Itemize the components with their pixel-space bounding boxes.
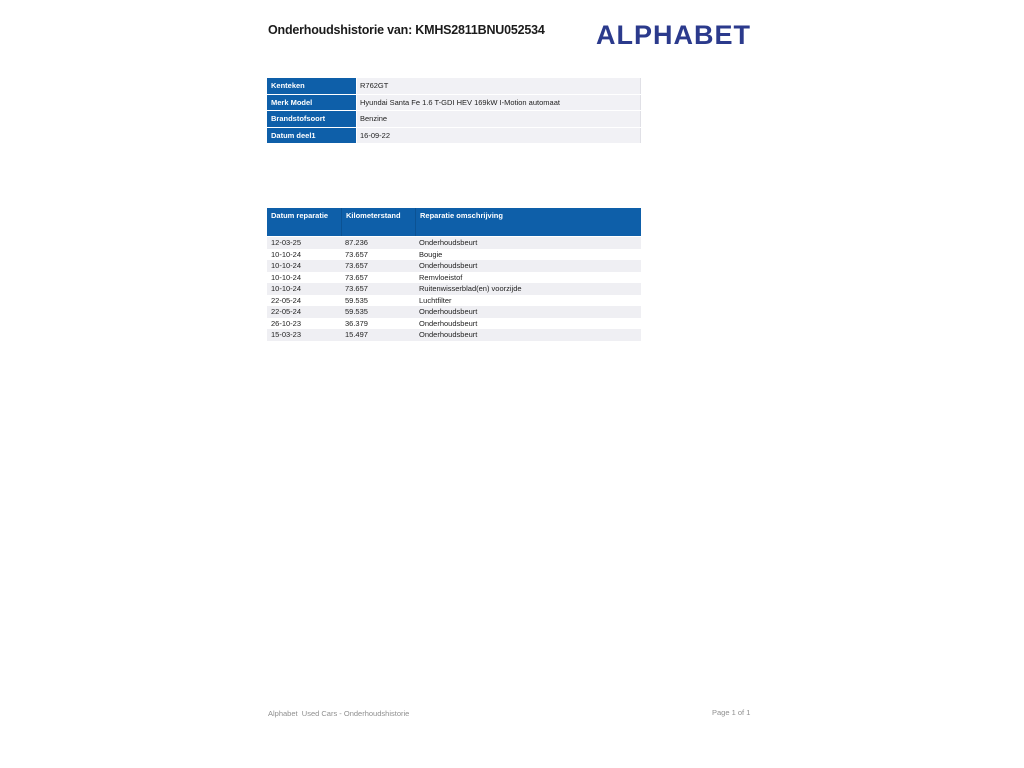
cell-date: 10-10-24: [271, 272, 302, 282]
cell-description: Onderhoudsbeurt: [419, 330, 478, 340]
vehicle-info-value-kenteken: R762GT: [357, 78, 641, 94]
cell-kilometers: 59.535: [345, 295, 368, 305]
cell-description: Ruitenwisserblad(en) voorzijde: [419, 284, 522, 294]
cell-date: 10-10-24: [271, 261, 302, 271]
alphabet-logo: ALPHABET: [596, 20, 751, 50]
table-row: [267, 260, 641, 272]
maintenance-table-header: [267, 208, 641, 236]
vehicle-info-value-brandstofsoort: Benzine: [357, 111, 641, 127]
maintenance-history-table: [267, 208, 641, 341]
vehicle-info-value-datum-deel1: 16-09-22: [357, 128, 641, 144]
vehicle-info-label-datum-deel1: Datum deel1: [267, 128, 356, 144]
cell-kilometers: 73.657: [345, 261, 368, 271]
cell-kilometers: 15.497: [345, 330, 368, 340]
vehicle-info-label-kenteken: Kenteken: [267, 78, 356, 94]
page-title: Onderhoudshistorie van: KMHS2811BNU052534: [268, 23, 545, 37]
cell-description: Remvloeistof: [419, 272, 463, 282]
vehicle-info-value-merk-model: Hyundai Santa Fe 1.6 T-GDI HEV 169kW I-Motion automaat: [357, 95, 641, 111]
cell-description: Onderhoudsbeurt: [419, 238, 478, 247]
cell-kilometers: 73.657: [345, 272, 368, 282]
vehicle-info-label-brandstofsoort: Brandstofsoort: [267, 111, 356, 127]
cell-kilometers: 59.535: [345, 307, 368, 317]
vehicle-info-row: [267, 78, 641, 94]
column-header-kilometerstand: Kilometerstand: [341, 208, 415, 236]
cell-description: Luchtfilter: [419, 295, 452, 305]
table-row: [267, 283, 641, 295]
footer-page-number: Page 1 of 1: [712, 708, 751, 717]
table-row: [267, 272, 641, 284]
table-row: [267, 318, 641, 330]
cell-date: 22-05-24: [271, 295, 302, 305]
table-row: [267, 329, 641, 341]
vehicle-info-table: [267, 78, 641, 144]
vehicle-info-row: [267, 128, 641, 144]
table-row: [267, 306, 641, 318]
cell-kilometers: 36.379: [345, 318, 368, 328]
cell-description: Bougie: [419, 249, 443, 259]
cell-date: 12-03-25: [271, 238, 302, 247]
table-row: [267, 249, 641, 261]
cell-kilometers: 73.657: [345, 249, 368, 259]
cell-date: 22-05-24: [271, 307, 302, 317]
cell-kilometers: 87.236: [345, 238, 368, 247]
cell-description: Onderhoudsbeurt: [419, 261, 478, 271]
vehicle-info-row: [267, 111, 641, 127]
cell-description: Onderhoudsbeurt: [419, 307, 478, 317]
maintenance-table-body: [267, 237, 641, 341]
cell-date: 10-10-24: [271, 249, 302, 259]
cell-description: Onderhoudsbeurt: [419, 318, 478, 328]
vehicle-info-row: [267, 95, 641, 111]
vehicle-info-label-merk-model: Merk Model: [267, 95, 356, 111]
cell-date: 15-03-23: [271, 330, 302, 340]
cell-date: 10-10-24: [271, 284, 302, 294]
table-row: [267, 295, 641, 307]
cell-date: 26-10-23: [271, 318, 302, 328]
column-header-datum-reparatie: Datum reparatie: [271, 211, 329, 220]
table-row: [267, 237, 641, 249]
column-header-reparatie-omschrijving: Reparatie omschrijving: [415, 208, 641, 236]
footer-document-label: Alphabet Used Cars - Onderhoudshistorie: [268, 709, 410, 718]
cell-kilometers: 73.657: [345, 284, 368, 294]
